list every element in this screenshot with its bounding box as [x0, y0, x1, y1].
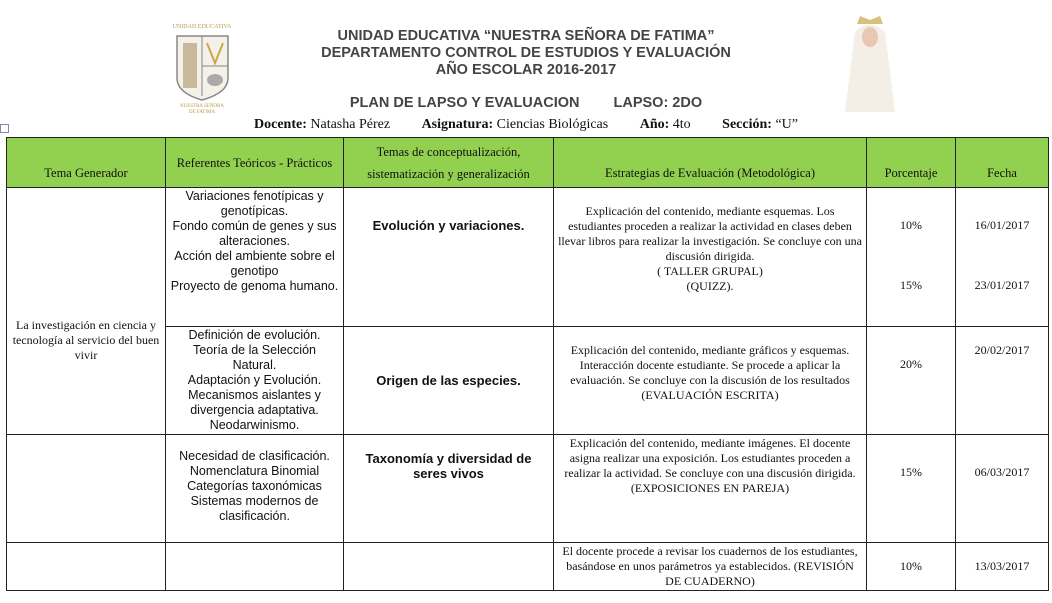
tema-cell: Evolución y variaciones.	[344, 188, 554, 327]
table-header-row	[7, 138, 1049, 188]
porcentaje-cell: 20%	[867, 327, 956, 435]
school-year: AÑO ESCOLAR 2016-2017	[435, 62, 617, 78]
estrategia-cell: El docente procede a revisar los cuadernos de los estudiantes, basándose en unos parámetros ya establecidos. (REVISIÓN DE CUADERNO)	[554, 543, 867, 591]
department: DEPARTAMENTO CONTROL DE ESTUDIOS Y EVALUACIÓN	[321, 45, 731, 61]
fecha-value: 16/01/2017	[974, 218, 1030, 232]
porcentaje-cell: 15%	[867, 435, 956, 543]
porcentaje-cell	[867, 188, 956, 327]
tema-cell: Taxonomía y diversidad de seres vivos	[344, 435, 554, 543]
referentes-cell: Definición de evolución. Teoría de la Selección Natural. Adaptación y Evolución. Mecanismos aislantes y divergencia adaptativa. Neodarwinismo.	[166, 327, 344, 435]
col-estrategias: Estrategias de Evaluación (Metodológica)	[554, 138, 867, 188]
seccion-value: “U”	[775, 117, 798, 132]
empty-cell	[7, 435, 166, 543]
tema-generador-cell: La investigación en ciencia y tecnología al servicio del buen vivir	[7, 188, 166, 435]
table-row	[7, 188, 1049, 327]
asignatura-value: Ciencias Biológicas	[496, 117, 609, 132]
col-porcentaje: Porcentaje	[867, 138, 956, 188]
asignatura-label: Asignatura:	[421, 117, 494, 132]
porcentaje-value: 10%	[900, 218, 922, 232]
empty-cell	[7, 543, 166, 591]
svg-text:DE FATIMA: DE FATIMA	[188, 110, 216, 113]
docente-value: Natasha Pérez	[310, 117, 391, 132]
svg-text:UNIDAD EDUCATIVA: UNIDAD EDUCATIVA	[172, 24, 232, 30]
table-row	[7, 435, 1049, 543]
referentes-cell: Variaciones fenotípicas y genotípicas. Fondo común de genes y sus alteraciones. Acción del ambiente sobre el genotipo Proyecto de genoma humano.	[166, 188, 344, 327]
plan-title	[0, 95, 1052, 111]
tema-cell	[344, 543, 554, 591]
fecha-cell: 06/03/2017	[956, 435, 1049, 543]
porcentaje-cell: 10%	[867, 543, 956, 591]
seccion-label: Sección:	[722, 117, 772, 132]
course-info	[0, 117, 1052, 133]
estrategia-cell: Explicación del contenido, mediante esquemas. Los estudiantes proceden a realizar la actividad en clases deben llevar libros para realizar la investigación. Se concluye con una discusión dirigida. ( TALLER GRUPAL) (QUIZZ).	[554, 188, 867, 327]
anio-value: 4to	[672, 117, 691, 132]
col-temas: Temas de conceptualización, sistematización y generalización	[344, 138, 554, 188]
plan-label: PLAN DE LAPSO Y EVALUACION	[349, 95, 580, 111]
svg-text:NUESTRA SEÑORA: NUESTRA SEÑORA	[179, 104, 225, 109]
col-tema-generador: Tema Generador	[7, 138, 166, 188]
referentes-cell: Necesidad de clasificación. Nomenclatura Binomial Categorías taxonómicas Sistemas modernos de clasificación.	[166, 435, 344, 543]
col-fecha: Fecha	[956, 138, 1049, 188]
porcentaje-value: 15%	[900, 278, 922, 292]
anio-label: Año:	[639, 117, 670, 132]
lapso-label: LAPSO: 2DO	[613, 95, 703, 111]
table-row	[7, 543, 1049, 591]
fecha-cell: 13/03/2017	[956, 543, 1049, 591]
estrategia-cell: Explicación del contenido, mediante imágenes. El docente asigna realizar una exposición. Los estudiantes proceden a realizar la actividad. Se concluye con una discusión dirigida. (EXPOSICIONES EN PAREJA)	[554, 435, 867, 543]
estrategia-cell: Explicación del contenido, mediante gráficos y esquemas. Interacción docente estudiante. Se procede a aplicar la evaluación. Se concluye con la discusión de los resultados (EVALUACIÓN ESCRITA)	[554, 327, 867, 435]
school-name: UNIDAD EDUCATIVA “NUESTRA SEÑORA DE FATIMA”	[337, 28, 715, 44]
referentes-cell	[166, 543, 344, 591]
fecha-cell: 20/02/2017	[956, 327, 1049, 435]
fecha-value: 23/01/2017	[974, 278, 1030, 292]
tema-cell: Origen de las especies.	[344, 327, 554, 435]
col-referentes: Referentes Teóricos - Prácticos	[166, 138, 344, 188]
fecha-cell	[956, 188, 1049, 327]
evaluation-plan-table	[6, 137, 1049, 591]
docente-label: Docente:	[254, 117, 307, 132]
